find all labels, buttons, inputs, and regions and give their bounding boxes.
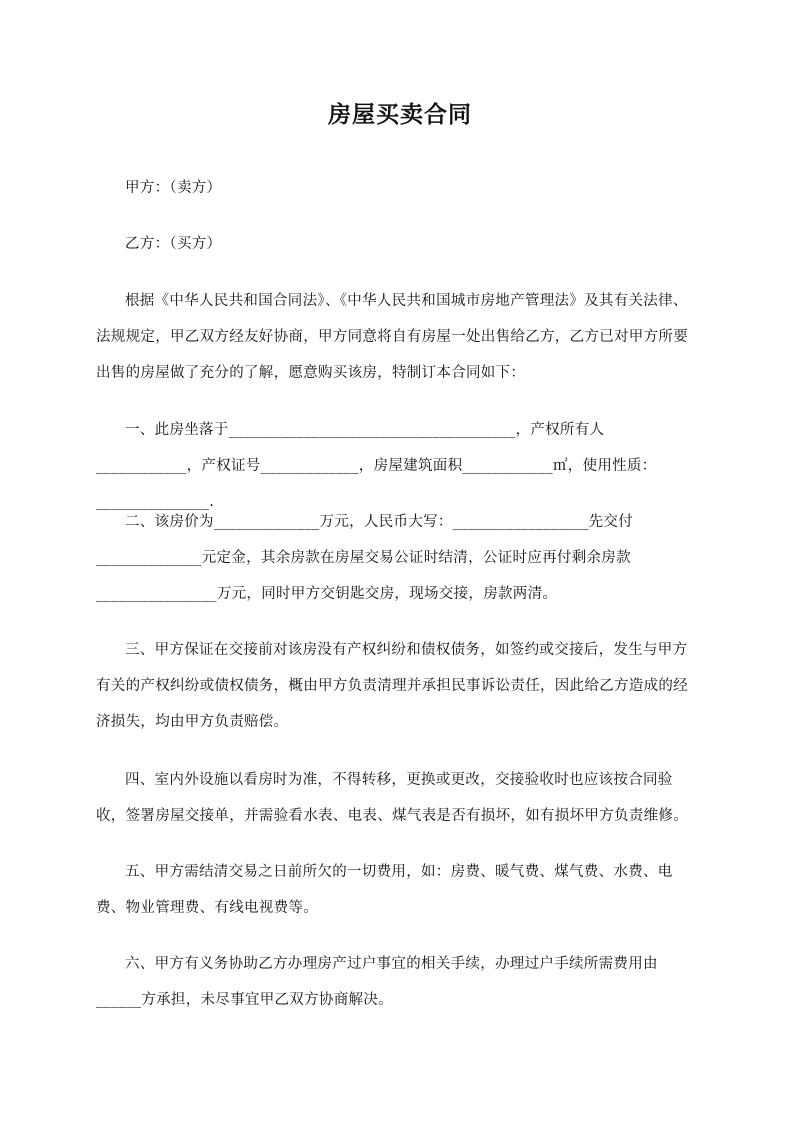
- owner-blank: ____________: [96, 458, 187, 474]
- intro-paragraph: 根据《中华人民共和国合同法》、《中华人民共和国城市房地产管理法》及其有关法律、法规规定，甲乙双方经友好协商，甲方同意将自有房屋一处出售给乙方，乙方已对甲方所要出售的房屋做了充分的了解，愿意购买该房，特制订本合同如下：: [96, 293, 688, 381]
- clause-2-text: 万元，人民币大写：: [319, 514, 453, 530]
- remaining-payment-blank: ________________: [96, 586, 217, 602]
- deposit-blank: ______________: [96, 550, 202, 566]
- clause-2-text: 先交付: [588, 514, 634, 530]
- clause-2: [96, 504, 702, 612]
- clause-1-text: .: [209, 494, 215, 510]
- clause-6-text: 六、甲方有义务协助乙方办理房产过户事宜的相关手续，办理过户手续所需费用由: [125, 956, 658, 972]
- usage-type-blank: _______________: [96, 494, 210, 510]
- price-blank: ______________: [213, 514, 320, 530]
- clause-1-text: ，产权证号: [186, 458, 261, 474]
- certificate-number-blank: _____________: [260, 458, 359, 474]
- clause-6: [96, 946, 702, 1018]
- clause-5: 五、甲方需结清交易之日前所欠的一切费用，如：房费、暖气费、煤气费、水费、电费、物业管理费、有线电视费等。: [96, 864, 673, 916]
- document-title: 房屋买卖合同: [328, 101, 472, 128]
- clause-3: 三、甲方保证在交接前对该房没有产权纠纷和债权债务，如签约或交接后，发生与甲方有关的产权纠纷或债权债务，概由甲方负责清理并承担民事诉讼责任，因此给乙方造成的经济损失，均由甲方负责赔偿。: [96, 642, 688, 730]
- clause-1-text: ㎡，使用性质：: [552, 458, 657, 474]
- clause-2-text: 万元，同时甲方交钥匙交房，现场交接，房款两清。: [216, 586, 558, 602]
- party-b-line: 乙方：（买方）: [125, 236, 222, 252]
- clause-2-text: 元定金，其余房款在房屋交易公证时结清，公证时应再付剩余房款: [201, 550, 631, 566]
- party-a-line: 甲方：（卖方）: [125, 180, 222, 196]
- clause-4: 四、室内外设施以看房时为准，不得转移，更换或更改，交接验收时也应该按合同验收，签署房屋交接单，并需验看水表、电表、煤气表是否有损坏，如有损坏甲方负责维修。: [96, 772, 688, 824]
- fee-party-blank: ______: [96, 992, 142, 1008]
- price-in-words-blank: __________________: [452, 514, 589, 530]
- clause-1-text: ，房屋建筑面积: [358, 458, 463, 474]
- clause-2-text: 二、该房价为: [125, 514, 214, 530]
- clause-1-text: ，产权所有人: [515, 422, 605, 438]
- location-blank: ______________________________________: [228, 422, 516, 438]
- floor-area-blank: ____________: [462, 458, 553, 474]
- clause-1-text: 一、此房坐落于: [125, 422, 229, 438]
- clause-6-text: 方承担，未尽事宜甲乙双方协商解决。: [141, 992, 393, 1008]
